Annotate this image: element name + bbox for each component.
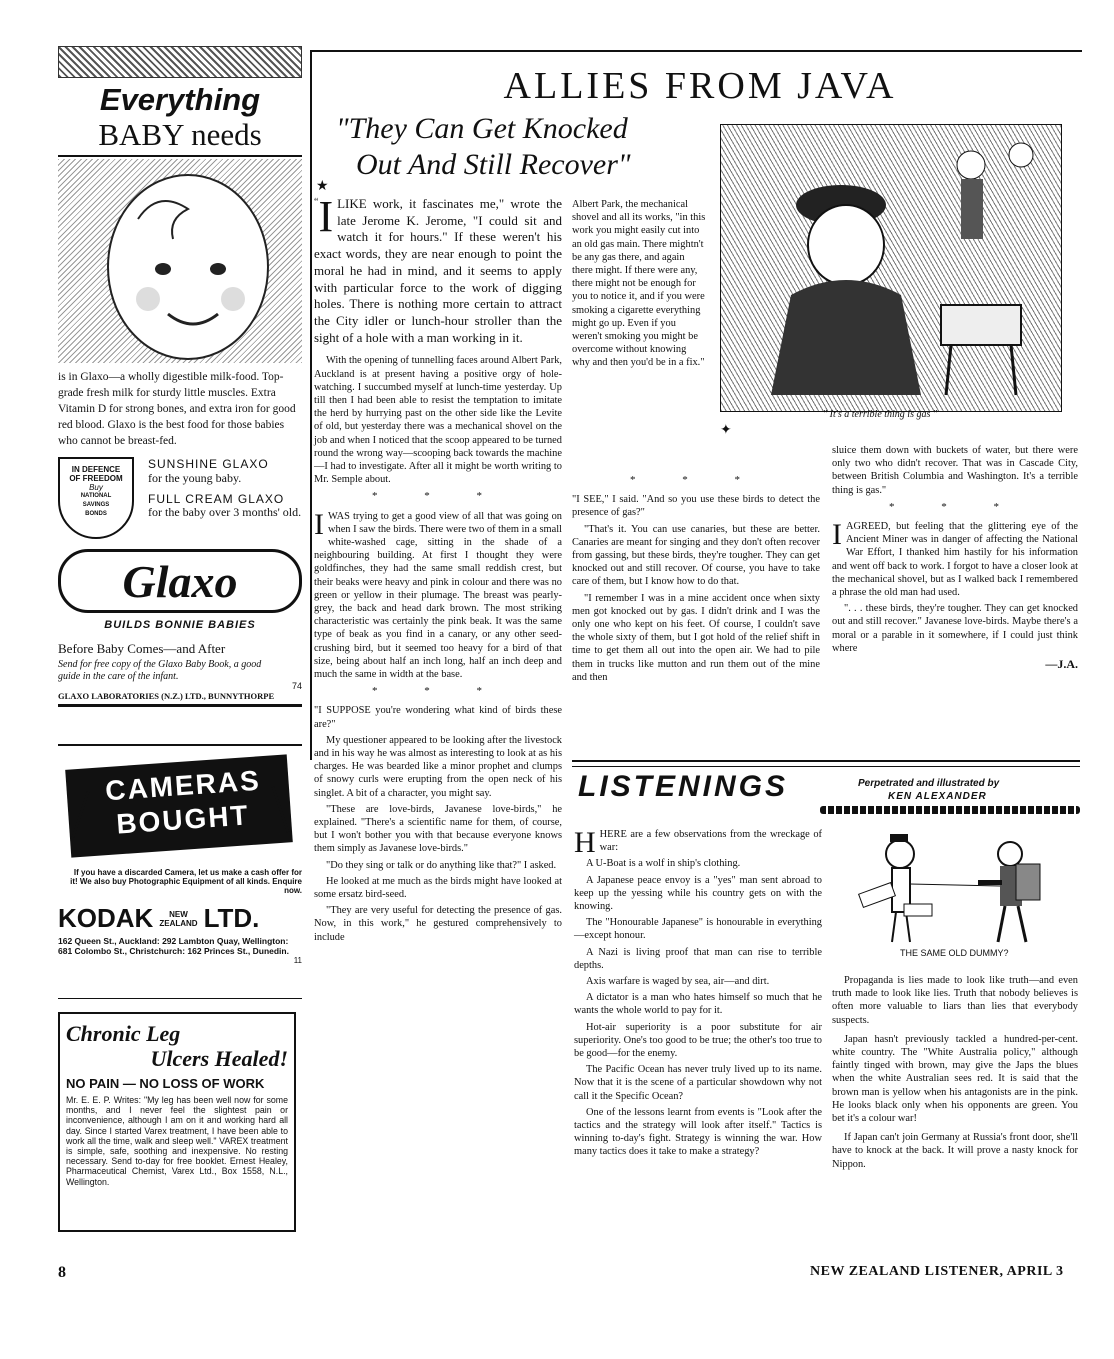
page-number: 8 — [58, 1264, 66, 1281]
badge-line: OF FREEDOM — [69, 474, 123, 483]
allies-para: "I SUPPOSE you're wondering what kind of birds these are?" — [314, 705, 562, 730]
listenings-para: Japan hasn't previously tackled a hundred-per-cent. white country. The "White Australia policy," although faintly tinged with brown, may give the Japs the blues when the white Australian sees red. It is said that the brown man is yellow when his antagonists are in the pink. He looks black only when his opponents are green. You bet it's a colour war! — [832, 1033, 1078, 1125]
baby-ad-headline-2: BABY needs — [58, 118, 302, 157]
listenings-byline-2: KEN ALEXANDER — [888, 791, 987, 802]
allies-para-text: AGREED, but feeling that the glittering eye of the Ancient Miner was in danger of affecting the National War Effort, I thanked him hastily for his information and went off back to work. I forgot to have a closer look at the mechanical shovel, but as I walked back I remembered a phrase the old man had used. — [832, 521, 1078, 599]
ulcer-subhead: NO PAIN — NO LOSS OF WORK — [66, 1076, 265, 1091]
listenings-para-text: HERE are a few observations from the wreckage of war: — [599, 829, 822, 854]
glaxo-logo — [58, 549, 302, 613]
allies-signature: —J.A. — [1045, 657, 1078, 672]
allies-para: ". . . these birds, they're tougher. They can get knocked out and still recover." Javanese love-birds. Maybe there's a moral or a parable in it somewhere, if I could just think where — [832, 603, 1078, 654]
allies-subtitle-1: "They Can Get Knocked — [336, 112, 628, 145]
allies-column-3 — [832, 444, 1078, 671]
badge-line: Buy — [89, 483, 103, 492]
allies-para: IWAS trying to get a good view of all that was going on when I saw the birds. There were two of them in a small white-washed cage, sitting in the shade of a neighbouring building. At first I thought they were goldfinches, they had the same small reddish crest, but their beaks were heavy and pink in colour and there was no green or yellow in their plumage. The breast was pearly-grey, the back and head dark brown. The most striking characteristic was certainly the pink beak. It was the same type of beak as you find in a canary, or any other seed-crushing bird, but it seemed too heavy for a bird of that size, being about half an inch long, half an inch deep and much the same in width at the base. — [314, 507, 562, 680]
baby-ad — [58, 46, 302, 740]
listenings-para: A dictator is a man who hates himself so much that he wants the whole world to pay for it. — [574, 992, 822, 1017]
allies-para: My questioner appeared to be looking after the livestock and in his way he was almost as interesting to look at as his charges. He was bearded like a minor prophet and clumps of snowy curls were erupting from the open neck of his singlet. A bit of a character, you might say. — [314, 734, 562, 799]
badge-line: IN DEFENCE — [71, 465, 121, 474]
listenings-para: Propaganda is lies made to look like truth—and even truth made to look like lies. Truth that nobody believes is often more valuable to liars than lies that everybody suspects. — [832, 975, 1078, 1026]
product-2-name: FULL CREAM GLAXO — [148, 492, 285, 506]
listenings-para: A Japanese peace envoy is a "yes" man sent abroad to keep up the yessing while his country gets on with the knowing. — [574, 874, 822, 913]
kodak-new: NEW — [169, 909, 188, 919]
allies-column-1 — [314, 192, 562, 947]
baby-ad-headline-1: Everything — [99, 82, 261, 117]
allies-column-2-top — [572, 198, 706, 373]
listenings-para: If Japan can't join Germany at Russia's front door, she'll have to knock at the back. It will prove a nasty knock for Nippon. — [832, 1132, 1078, 1170]
section-stars: * * * — [630, 474, 762, 486]
listenings-wavy-rule — [820, 806, 1080, 814]
glaxo-company: GLAXO LABORATORIES (N.Z.) LTD., BUNNYTHORPE — [58, 691, 302, 707]
listenings-para: The "Honourable Japanese" is honourable in everything—except honour. — [574, 917, 822, 942]
listenings-column-2 — [832, 974, 1078, 1174]
allies-para: "I remember I was in a mine accident once when sixty men got knocked out by gas. I didn't drink and I was the only one who kept on his feet. Of course, I couldn't save the whole sixty of them, but I got hold of the relief shift in time to get them all out into the open air. We had to pile them in trucks like mutton and run them out of the mine and then — [572, 592, 820, 683]
cameras-banner-line-1: CAMERAS — [104, 764, 262, 807]
badge-line: NATIONAL — [80, 493, 112, 499]
kodak-ltd: LTD. — [203, 903, 260, 933]
illustration-caption: " It's a terrible thing is gas " — [822, 409, 938, 420]
cameras-ad — [58, 752, 302, 984]
allies-para: "These are love-birds, Javanese love-birds," he explained. "There's a scientific name for them, of course, but I won't bother you with that because everyone knows them simply as Javanese love-birds." — [314, 803, 562, 855]
allies-lead-text: LIKE work, it fascinates me," wrote the late Jerome K. Jerome, "I could sit and watch it for hours." If these weren't his exact words, they are near enough to point the moral he had in mind, and it seems to apply with particular force to the work of digging holes. There is nothing more certain to attract the City idler or lunch-hour stroller than the sight of a hole with a man working in it. — [314, 196, 562, 345]
star-ornament: ★ — [316, 179, 329, 194]
ulcer-headline-1: Chronic Leg — [66, 1021, 181, 1046]
before-baby-text: Before Baby Comes—and After — [58, 641, 226, 656]
allies-para: "Do they sing or talk or do anything like that?" I asked. — [326, 859, 557, 871]
publication-footer: NEW ZEALAND LISTENER, APRIL 3 — [810, 1264, 1064, 1279]
baby-illustration — [58, 159, 302, 363]
kodak-brand: KODAK — [58, 903, 154, 933]
article-divider — [572, 760, 1080, 762]
dummy-cartoon — [840, 824, 1080, 954]
listenings-byline-1: Perpetrated and illustrated by — [858, 778, 1000, 789]
product-1-name: SUNSHINE GLAXO — [148, 457, 269, 471]
section-stars: * * * — [372, 685, 504, 698]
cameras-banner — [58, 752, 302, 862]
kodak-zealand: ZEALAND — [159, 918, 198, 928]
allies-para: With the opening of tunnelling faces around Albert Park, Auckland is at present having a positive orgy of hole-watching. I succumbed myself at lunch-time yesterday. Up till then I had been able to resist the temptation to imitate the herd by hurrying past on the other side like the Levite of old, but yesterday there was a mechanical shovel on the job and when I noticed that the scoop appeared to be turned round the wrong way—scooping back towards the machine—I had to investigate. After all it might be worth writing to Mr. Semple about. — [314, 355, 562, 486]
listenings-column-1 — [574, 828, 822, 1162]
baby-ad-code: 74 — [291, 681, 302, 691]
allies-para: IAGREED, but feeling that the glittering eye of the Ancient Miner was in danger of affecting the National War Effort, I thanked him hastily for his information and went off back to work. I forgot to have a closer look at the mechanical shovel, but as I walked back I remembered a phrase the old man had used. — [832, 518, 1078, 599]
glaxo-tagline: BUILDS BONNIE BABIES — [104, 619, 256, 631]
allies-para-text: WAS trying to get a good view of all that was going on when I saw the birds. There were two of them in a small white-washed cage, sitting in the shade of a neighbouring building. At first I thought they were goldfinches, they had the same small reddish crest, but their beaks were heavy and pink in colour and there was no green or yellow in their plumage. The breast was pearly-grey, the back and head dark brown. The most striking characteristic was certainly the pink beak. It was the same type of beak as you find in a canary, or any other seed-crushing bird, but it seemed too heavy for a bird of that size, being about half an inch long, half an inch deep and much the same in width at the base. — [314, 510, 562, 680]
allies-para: Albert Park, the mechanical shovel and all its works, "in this work you might easily cut into an old gas main. There mightn't be any gas there, and again there might. If there were any, there might not be enough for you to notice it, and if you were smoking a cigarette everything might go up. Even if you weren't smoking you might be overcome without knowing why and then you'd be in a fix." — [572, 199, 706, 369]
allies-para: sluice them down with buckets of water, but there were only two who didn't recover. That was in Cascade City, between British Columbia and Washington. It's a terrible thing is gas." — [832, 445, 1078, 496]
ulcer-ad — [58, 1012, 296, 1232]
left-divider-2 — [58, 998, 302, 999]
allies-para: He looked at me much as the birds might have looked at some ersatz bird-seed. — [314, 875, 562, 901]
listenings-para: HHERE are a few observations from the wreckage of war: — [574, 826, 822, 859]
savings-bond-badge — [58, 457, 134, 539]
allies-subtitle-2: Out And Still Recover" — [356, 148, 631, 181]
mine-illustration — [720, 124, 1062, 412]
kodak-addresses: 162 Queen St., Auckland: 292 Lambton Quay, Wellington: 681 Colombo St., Christchurch: 162 Princes St., Dunedin. — [58, 936, 289, 956]
allies-column-2 — [572, 470, 820, 687]
ulcer-headline-2: Ulcers Healed! — [150, 1046, 288, 1071]
listenings-para: Axis warfare is waged by sea, air—and dirt. — [586, 976, 770, 988]
allies-title: ALLIES FROM JAVA — [503, 65, 897, 107]
cameras-ad-body: If you have a discarded Camera, let us make a cash offer for it! We also buy Photographic Equipment of all kinds. Enquire now. — [70, 868, 302, 895]
allies-para-lead: “ I LIKE work, it fascinates me," wrote the late Jerome K. Jerome, "I could sit and watch it for hours." If these weren't his exact words, they are near enough to point the moral he had in mind, and it seems to apply with particular force to the work of digging holes. There is nothing more certain to attract the City idler or lunch-hour stroller than the sight of a hole with a man working in it. — [314, 192, 562, 345]
baby-ad-header-pattern — [58, 46, 302, 78]
section-stars: * * * — [889, 500, 1021, 513]
cameras-ad-code: 11 — [293, 956, 302, 965]
badge-line: BONDS — [85, 511, 107, 517]
product-1-desc: for the young baby. — [148, 471, 242, 485]
cartoon-caption: THE SAME OLD DUMMY? — [900, 948, 1009, 958]
allies-para: "That's it. You can use canaries, but these are better. Canaries are meant for singing and they don't often recover from gassing, but these birds, they're tougher. They can get knocked out and still recover. Of course, you have to take care of them, but I know how to do that. — [572, 523, 820, 588]
product-2-desc: for the baby over 3 months' old. — [148, 505, 302, 519]
listenings-para: The Pacific Ocean has never truly lived up to its name. Now that it is the scene of a particular showdown why not call it the Specific Ocean? — [574, 1064, 822, 1102]
listenings-para: A U-Boat is a wolf in ship's clothing. — [586, 858, 741, 870]
badge-line: SAVINGS — [82, 502, 110, 508]
baby-ad-body: is in Glaxo—a wholly digestible milk-food. Top-grade fresh milk for sturdy little muscles. Extra Vitamin D for strong bones, and extra iron for good red blood. Glaxo is the best food for those babies who cannot be breast-fed. — [58, 371, 296, 447]
listenings-para: Hot-air superiority is a poor substitute for air superiority. One's too good to be true; the other's too true to be good—for the enemy. — [574, 1021, 822, 1060]
allies-para: "They are very useful for detecting the presence of gas. Now, in this work," he gestured comprehensively to include — [314, 905, 562, 943]
star-ornament-2: ✦ — [720, 423, 732, 438]
listenings-para: One of the lessons learnt from events is "Look after the tactics and the strategy will look after itself." Tactics is winning to-day's fight. Strategy is winning the war. How many tactics does it take to make a strategy? — [574, 1106, 822, 1158]
section-stars: * * * — [372, 490, 504, 503]
listenings-para: A Nazi is living proof that man can rise to terrible depths. — [574, 946, 822, 971]
article-divider-2 — [572, 766, 1080, 767]
cameras-banner-line-2: BOUGHT — [115, 799, 251, 840]
allies-para: "I SEE," I said. "And so you use these birds to detect the presence of gas?" — [572, 494, 820, 519]
listenings-title: LISTENINGS — [578, 770, 789, 803]
glaxo-logo-text: Glaxo — [122, 555, 238, 607]
send-for-text: Send for free copy of the Glaxo Baby Book, a good guide in the care of the infant. — [58, 659, 262, 682]
left-divider-1 — [58, 744, 302, 746]
ulcer-body: Mr. E. E. P. Writes: "My leg has been well now for some months, and I never feel the slightest pain or inconvenience, although I am on it and working hard all day. Since I started Varex treatment, I have been able to work all the time, walk and sleep well." VAREX treatment is simple, safe, soothing and inexpensive. No resting necessary. Send to-day for free booklet. Ernest Healey, Pharmaceutical Chemist, Varex Ltd., Box 1558, N.L., Wellington. — [66, 1095, 288, 1187]
